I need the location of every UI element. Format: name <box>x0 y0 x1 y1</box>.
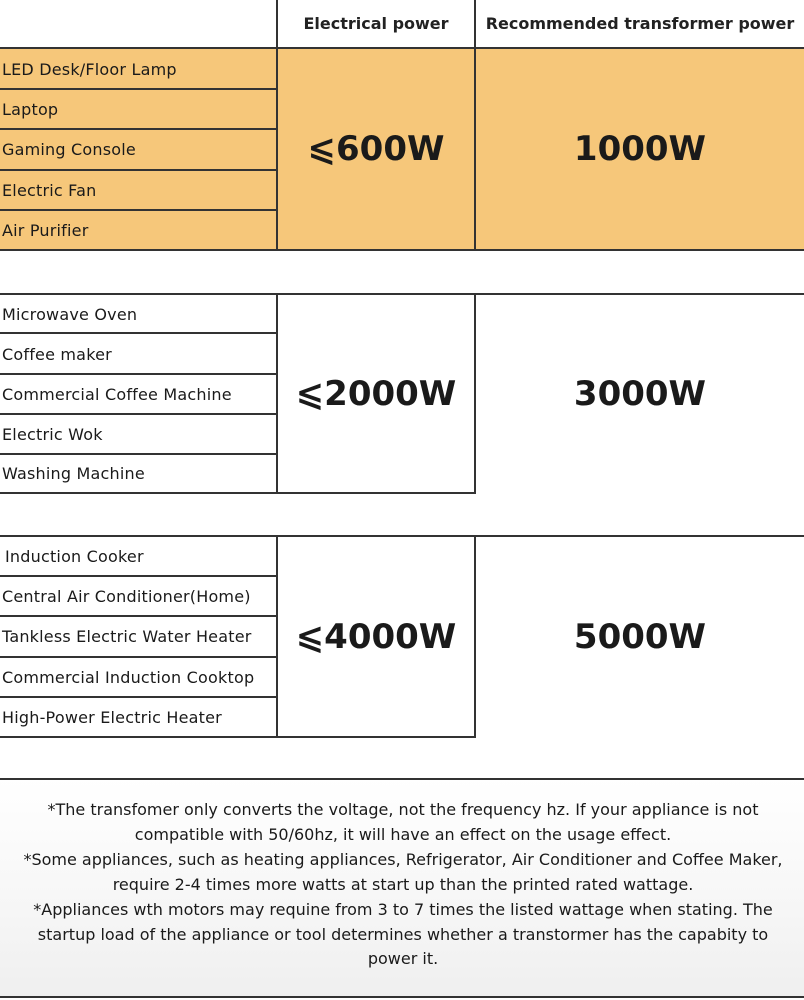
appliance-item: Commercial Coffee Machine <box>2 385 232 404</box>
transformer-power-value: 5000W <box>573 616 707 657</box>
appliance-item: Laptop <box>2 99 59 119</box>
notes-bottom-border <box>0 996 804 998</box>
notes-section <box>0 778 804 998</box>
group-2 <box>0 293 804 494</box>
appliance-item: Gaming Console <box>2 140 136 159</box>
appliance-item: Tankless Electric Water Heater <box>2 627 252 646</box>
appliance-item: Electric Wok <box>2 424 103 444</box>
group-1-bottom-border <box>0 249 804 251</box>
appliance-item: Microwave Oven <box>2 304 138 324</box>
electrical-power-value: ⩽4000W <box>295 616 457 657</box>
appliance-item: Central Air Conditioner(Home) <box>2 586 251 606</box>
electrical-power-value: ⩽2000W <box>295 373 457 414</box>
electrical-power-value: ⩽600W <box>307 129 445 169</box>
appliance-item: Induction Cooker <box>5 546 144 566</box>
appliance-item: Commercial Induction Cooktop <box>2 667 255 687</box>
appliance-item: High-Power Electric Heater <box>2 707 222 727</box>
transformer-power-value: 1000W <box>573 129 707 169</box>
header-electrical-power: Electrical power <box>303 14 449 33</box>
transformer-power-value: 3000W <box>573 373 707 414</box>
note-motor-load: *Appliances wth motors may requine from 3 to 7 times the listed wattage when stating. The startup load of the appliance or tool determines whether a transtormer has the capabity to power it. <box>33 900 773 968</box>
appliance-item: Electric Fan <box>2 180 97 200</box>
group-1 <box>0 47 804 251</box>
group-3 <box>0 535 804 738</box>
appliance-item: Air Purifier <box>2 220 89 240</box>
group-3-bottom-border <box>0 736 476 738</box>
appliance-item: LED Desk/Floor Lamp <box>2 59 177 79</box>
group-2-bottom-border <box>0 492 476 494</box>
appliance-item: Coffee maker <box>2 344 112 364</box>
notes-top-border <box>0 778 804 780</box>
header-recommended-transformer-power: Recommended transformer power <box>485 14 795 33</box>
note-frequency: *The transfomer only converts the voltage, not the frequency hz. If your appliance is not compatible with 50/60hz, it will have an effect on the usage effect. <box>47 800 759 844</box>
appliance-item: Washing Machine <box>2 464 145 483</box>
note-startup-watts: *Some appliances, such as heating appliances, Refrigerator, Air Conditioner and Coffee Maker, require 2-4 times more watts at start up than the printed rated wattage. <box>23 850 783 894</box>
